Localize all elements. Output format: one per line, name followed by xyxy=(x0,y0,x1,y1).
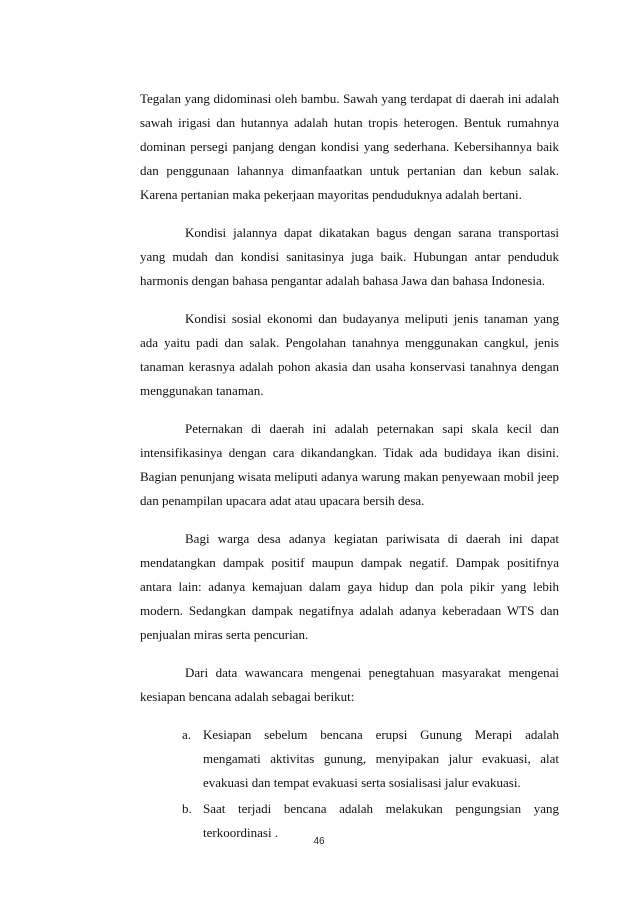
paragraph-2: Kondisi jalannya dapat dikatakan bagus dengan sarana transportasi yang mudah dan kondisi sanitasinya juga baik. Hubungan antar penduduk harmonis dengan bahasa pengantar adalah bahasa Jawa dan bahasa Indonesia. xyxy=(140,225,559,288)
list-marker: b. xyxy=(182,801,192,816)
preparedness-list xyxy=(140,723,559,845)
list-item-text: Saat terjadi bencana adalah melakukan pengungsian yang terkoordinasi . xyxy=(203,801,559,840)
body-text xyxy=(140,87,559,847)
paragraph-6: Dari data wawancara mengenai penegtahuan masyarakat mengenai kesiapan bencana adalah sebagai berikut: xyxy=(140,665,559,704)
list-marker: a. xyxy=(182,727,192,742)
page-number: 46 xyxy=(313,836,325,847)
paragraph-1: Tegalan yang didominasi oleh bambu. Sawah yang terdapat di daerah ini adalah sawah irigasi dan hutannya adalah hutan tropis heterogen. Bentuk rumahnya dominan persegi panjang dengan kondisi yang sederhana. Kebersihannya baik dan penggunaan lahannya dimanfaatkan untuk pertanian dan kebun salak. Karena pertanian maka pekerjaan mayoritas penduduknya adalah bertani. xyxy=(140,91,559,202)
list-item-text: Kesiapan sebelum bencana erupsi Gunung Merapi adalah mengamati aktivitas gunung, menyipakan jalur evakuasi, alat evakuasi dan tempat evakuasi serta sosialisasi jalur evakuasi. xyxy=(203,727,559,790)
paragraph-5: Bagi warga desa adanya kegiatan pariwisata di daerah ini dapat mendatangkan dampak positif maupun dampak negatif. Dampak positifnya antara lain: adanya kemajuan dalam gaya hidup dan pola pikir yang lebih modern. Sedangkan dampak negatifnya adalah adanya keberadaan WTS dan penjualan miras serta pencurian. xyxy=(140,531,559,642)
list-item xyxy=(140,723,559,795)
paragraph-3: Kondisi sosial ekonomi dan budayanya meliputi jenis tanaman yang ada yaitu padi dan salak. Pengolahan tanahnya menggunakan cangkul, jenis tanaman kerasnya adalah pohon akasia dan usaha konservasi tanahnya dengan menggunakan tanaman. xyxy=(140,311,559,398)
paragraph-4: Peternakan di daerah ini adalah peternakan sapi skala kecil dan intensifikasinya dengan cara dikandangkan. Tidak ada budidaya ikan disini. Bagian penunjang wisata meliputi adanya warung makan penyewaan mobil jeep dan penampilan upacara adat atau upacara bersih desa. xyxy=(140,421,559,508)
